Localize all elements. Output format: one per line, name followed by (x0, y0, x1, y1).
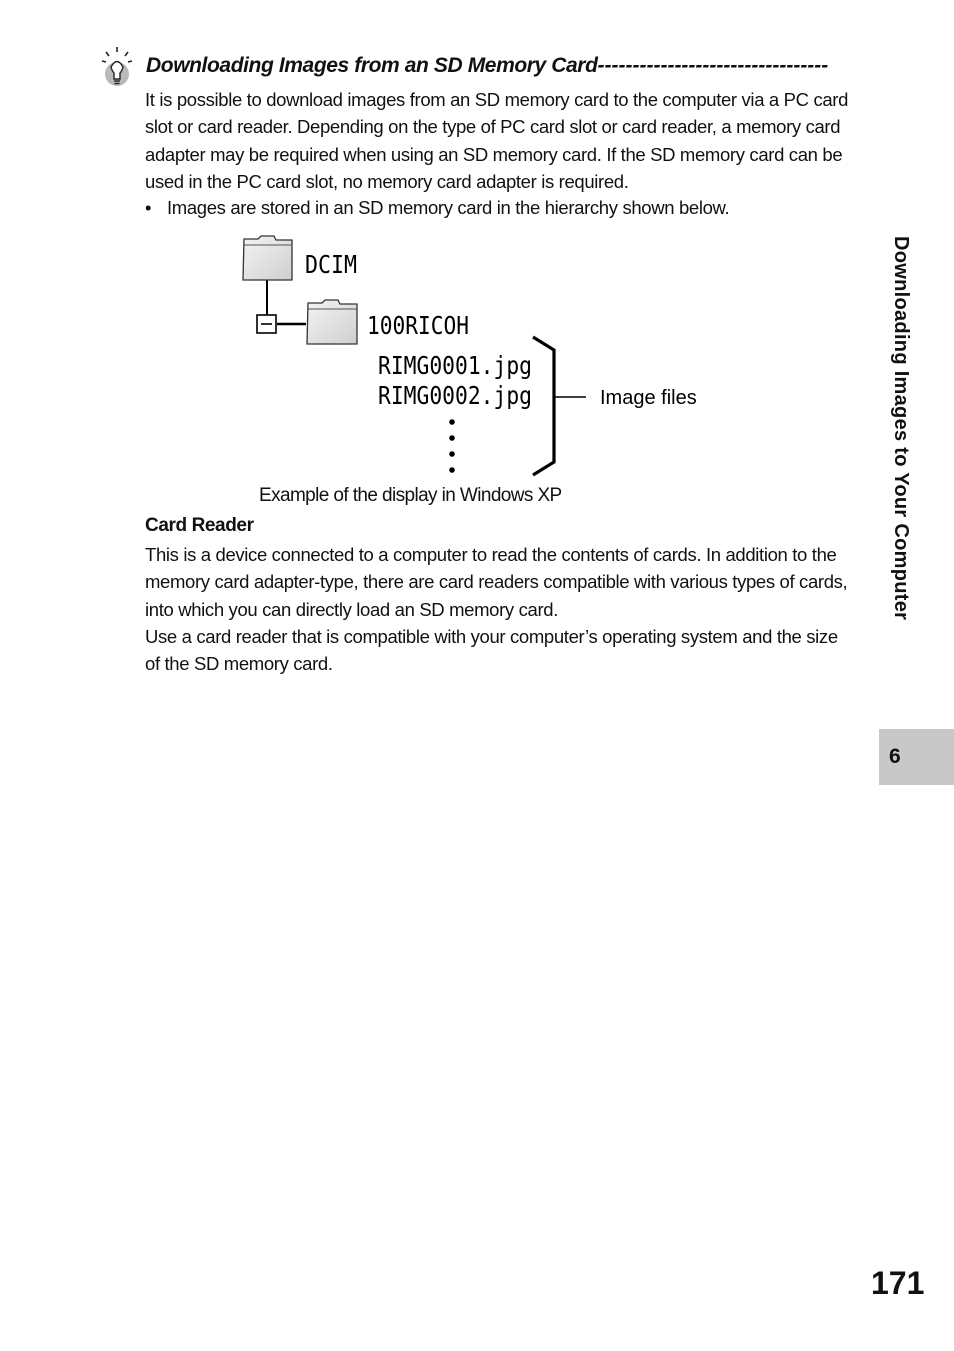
page-number: 171 (871, 1265, 925, 1301)
card-reader-paragraph: This is a device connected to a computer to read the contents of cards. In addition to the memory card adapter-type, there are card readers compatible with various types of cards, into which you can directly load an SD memory card. (145, 544, 848, 620)
diagram-caption: Example of the display in Windows XP (259, 485, 562, 506)
file-label: RIMG0002.jpg (378, 381, 532, 410)
collapse-minus-icon (257, 315, 276, 333)
lightbulb-icon (101, 46, 135, 88)
card-reader-paragraph: Use a card reader that is compatible with your computer’s operating system and the size of the SD memory card. (145, 626, 838, 675)
section-heading: Downloading Images from an SD Memory Card--------------------------------- (146, 54, 829, 77)
root-folder-label: DCIM (305, 250, 357, 279)
image-files-bracket (533, 337, 554, 475)
continuation-dots (449, 419, 455, 473)
intro-paragraph: It is possible to download images from an SD memory card to the computer via a PC card slot or card reader. Depending on the type of PC card slot or card reader, a memory card adapter may be required when using an SD memory card. If the SD memory card can be used in the PC card slot, no memory card adapter is required. (145, 89, 849, 192)
chapter-side-title: Downloading Images to Your Computer (890, 236, 912, 621)
sub-folder-label: 100RICOH (367, 311, 469, 340)
bullet-text: Images are stored in an SD memory card in the hierarchy shown below. (167, 197, 730, 218)
card-reader-heading: Card Reader (145, 515, 254, 536)
bullet-item (145, 194, 729, 221)
chapter-number: 6 (889, 745, 901, 768)
folder-icon (307, 300, 357, 344)
folder-icon (243, 236, 292, 280)
bracket-label: Image files (600, 387, 697, 409)
folder-hierarchy-diagram (230, 230, 730, 482)
file-label: RIMG0001.jpg (378, 351, 532, 380)
chapter-tab (879, 729, 954, 785)
bullet-marker: • (145, 197, 152, 218)
